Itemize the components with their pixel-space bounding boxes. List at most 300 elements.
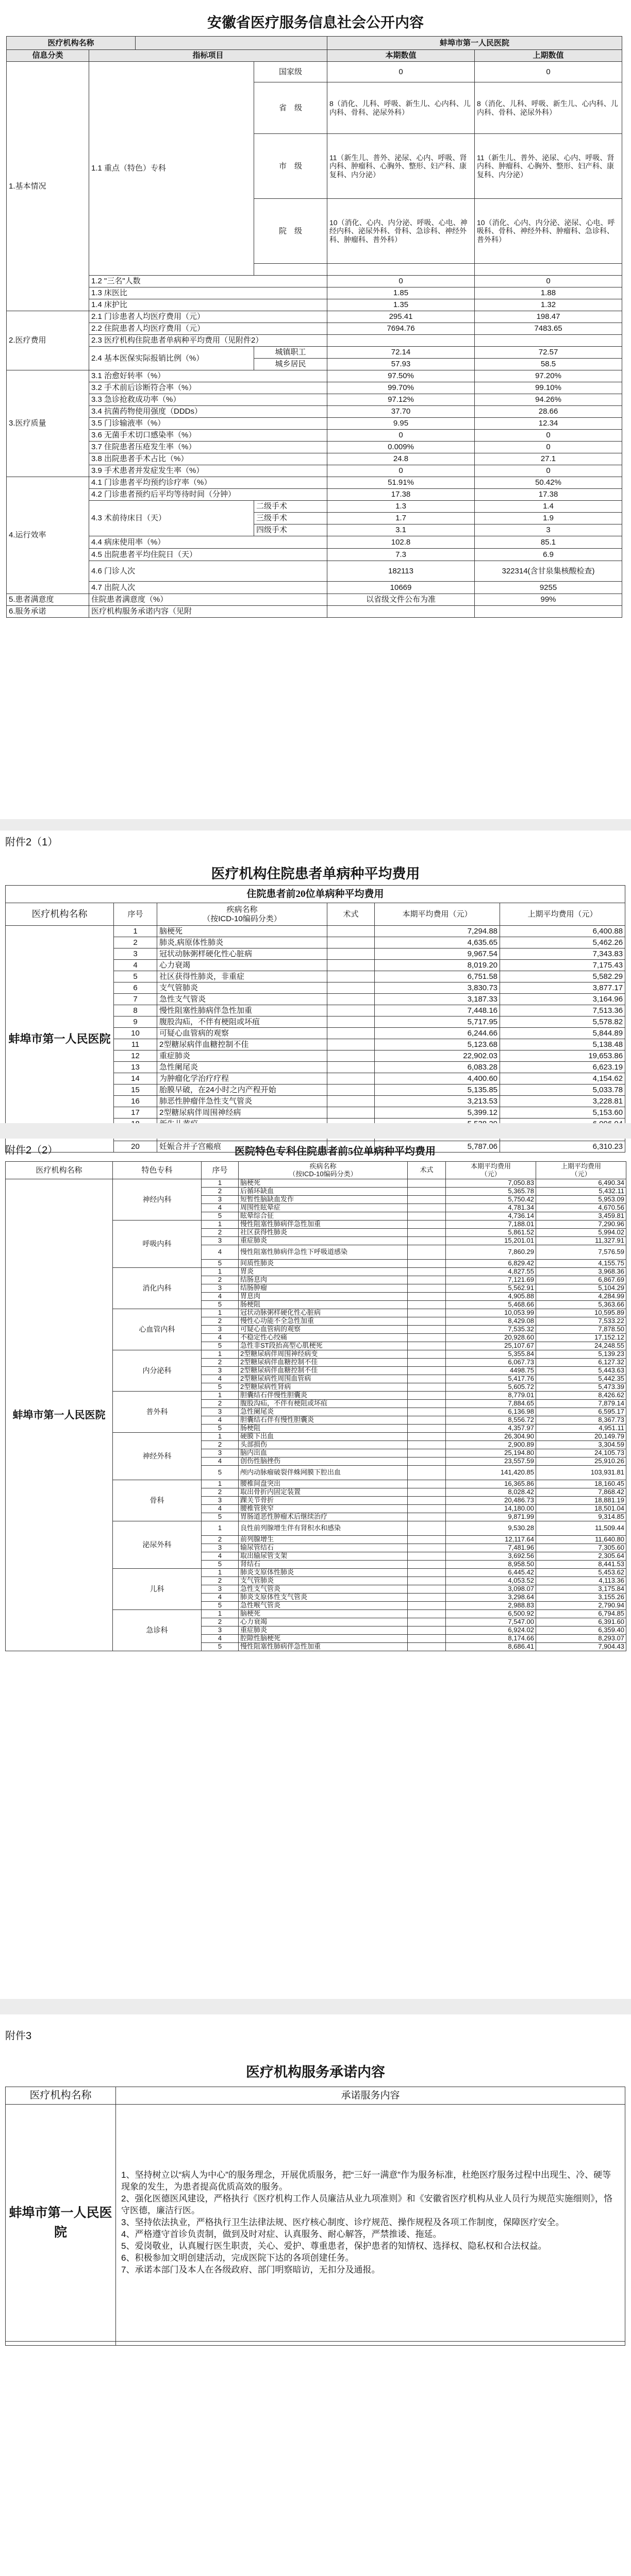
current-cost: 7,121.69 [446,1276,536,1284]
previous-cost: 5,582.29 [500,971,625,982]
item-label: 1.2 "三名"人数 [89,276,327,287]
disease-name: 良性前列腺增生伴有肾积水和感染 [239,1521,408,1536]
value-cell: 11（新生儿、普外、泌尿、心内、呼吸、肾内科、肿瘤科、心胸外、整形、妇产科、康复科、内分泌） [475,134,622,199]
surgery-level: 四级手术 [254,524,327,536]
item-label: 2.4 基本医保实际报销比例（%） [89,347,254,370]
attachment-label: 附件2（2） [5,1145,58,1156]
value-cell: 28.66 [475,406,622,418]
current-cost: 4,736.14 [446,1212,536,1221]
value-cell [475,335,622,347]
current-cost: 5,562.91 [446,1284,536,1293]
value-cell: 1.9 [475,513,622,524]
current-cost: 4,400.60 [375,1073,500,1084]
current-cost: 4,827.55 [446,1268,536,1276]
top20-disease-table [5,885,625,1153]
item-label: 2.1 门诊患者人均医疗费用（元） [89,311,327,323]
current-cost: 5,123.68 [375,1039,500,1050]
current-cost: 3,692.56 [446,1552,536,1561]
row-number: 3 [202,1408,239,1416]
current-cost: 5,605.72 [446,1383,536,1392]
category-satisfaction: 5.患者满意度 [7,594,89,606]
value-cell [327,335,475,347]
previous-cost: 5,443.63 [536,1367,626,1375]
row-number: 4 [202,1635,239,1643]
value-cell: 1.85 [327,287,475,299]
disease-name: 慢性阻塞性肺病伴急性加重 [239,1221,408,1229]
disease-name: 为肿瘤化学治疗疗程 [157,1073,327,1084]
row-number: 4 [202,1416,239,1425]
row-number: 2 [202,1188,239,1196]
value-cell: 0 [475,465,622,477]
current-cost: 16,365.86 [446,1480,536,1488]
row-number: 4 [202,1458,239,1466]
value-cell: 37.70 [327,406,475,418]
org-name: 蚌埠市第一人民医院 [6,2105,116,2342]
commitment-table [5,2087,625,2346]
org-name-header: 医疗机构名称 [6,903,114,926]
value-cell: 9255 [475,582,622,594]
page-separator [0,819,631,831]
disease-name: 结肠息肉 [239,1276,408,1284]
previous-cost: 7,290.96 [536,1221,626,1229]
current-value-header: 本期数值 [327,50,475,62]
row-number: 2 [202,1400,239,1408]
previous-cost: 8,293.07 [536,1635,626,1643]
value-cell: 295.41 [327,311,475,323]
disease-name: 腹股沟疝，不伴有梗阻或坏疽 [239,1400,408,1408]
current-cost: 8,174.66 [446,1635,536,1643]
disease-name: 胃肠道恶性肿瘤术后继续治疗 [239,1513,408,1521]
item-label: 3.7 住院患者压疮发生率（%） [89,442,327,453]
row-number: 2 [202,1488,239,1497]
page-separator [0,1123,631,1139]
value-cell: 0 [475,430,622,442]
value-cell: 1.35 [327,299,475,311]
current-cost: 4,053.52 [446,1577,536,1585]
previous-cost: 5,139.23 [536,1350,626,1359]
disease-name: 输尿管结石 [239,1544,408,1552]
disease-name: 支气管肺炎 [239,1577,408,1585]
org-name: 蚌埠市第一人民医院 [6,926,114,1153]
previous-cost: 24,248.55 [536,1342,626,1350]
value-cell: 1.4 [475,501,622,513]
item-label: 医疗机构服务承诺内容（见附 [89,606,327,618]
specialty-name: 心血管内科 [113,1309,202,1350]
disease-name: 妊娠合并子宫瘢痕 [157,1141,327,1153]
disease-name: 肺恶性肿瘤伴急性支气管炎 [157,1096,327,1107]
disease-name: 短暂性脑缺血发作 [239,1196,408,1204]
disease-name: 支气管肺炎 [157,982,327,994]
previous-cost: 5,578.82 [500,1016,625,1028]
row-number: 1 [202,1268,239,1276]
disease-name: 急性喉气管炎 [239,1602,408,1610]
previous-cost: 3,304.59 [536,1441,626,1449]
value-cell: 0 [327,430,475,442]
row-number: 5 [114,971,157,982]
specialty-name: 消化内科 [113,1268,202,1309]
disease-name: 慢性阻塞性肺病伴急性加重 [157,1005,327,1016]
current-cost: 3,098.07 [446,1585,536,1594]
item-label: 3.9 手术患者并发症发生率（%） [89,465,327,477]
row-number: 8 [114,1005,157,1016]
current-cost: 4498.75 [446,1367,536,1375]
value-cell: 1.7 [327,513,475,524]
item-label: 4.5 出院患者平均住院日（天） [89,549,327,561]
org-name-header: 医疗机构名称 [6,1162,113,1179]
current-cost: 15,201.01 [446,1237,536,1245]
level-hospital: 院 级 [254,199,327,264]
previous-cost: 17,152.12 [536,1334,626,1342]
current-cost: 5,399.12 [375,1107,500,1118]
row-number: 2 [202,1618,239,1626]
attachment-label: 附件2（1） [5,837,58,848]
row-number: 1 [202,1521,239,1536]
previous-cost: 20,149.79 [536,1433,626,1441]
row-number: 4 [202,1552,239,1561]
previous-cost: 18,501.04 [536,1505,626,1513]
value-cell: 7694.76 [327,323,475,335]
current-cost: 6,500.92 [446,1610,536,1618]
current-cost: 6,924.02 [446,1626,536,1635]
row-number: 2 [202,1229,239,1237]
current-cost: 8,556.72 [446,1416,536,1425]
specialty-name: 普外科 [113,1392,202,1433]
previous-cost: 3,175.84 [536,1585,626,1594]
specialty-name: 骨科 [113,1480,202,1521]
page-separator [0,1999,631,2014]
disease-name: 脑梗死 [239,1610,408,1618]
row-number: 7 [114,994,157,1005]
disease-name: 脑内出血 [239,1449,408,1458]
row-number: 5 [202,1383,239,1392]
current-cost: 8,958.50 [446,1561,536,1569]
current-cost: 3,187.33 [375,994,500,1005]
category-quality: 3.医疗质量 [7,370,89,477]
value-cell: 57.93 [327,359,475,370]
current-cost: 7,188.01 [446,1221,536,1229]
row-number: 4 [202,1375,239,1383]
previous-cost: 11,640.80 [536,1536,626,1544]
disease-name: 取出骨折内固定装置 [239,1488,408,1497]
previous-cost: 8,441.53 [536,1561,626,1569]
value-cell: 1.32 [475,299,622,311]
row-number: 1 [202,1179,239,1188]
current-cost: 7,448.16 [375,1005,500,1016]
previous-cost: 7,175.43 [500,960,625,971]
value-cell: 1.88 [475,287,622,299]
value-cell: 0 [327,62,475,82]
previous-cost: 6,490.34 [536,1179,626,1188]
previous-cost: 3,459.81 [536,1212,626,1221]
item-label: 住院患者满意度（%） [89,594,327,606]
row-number: 1 [202,1610,239,1618]
item-label: 2.2 住院患者人均医疗费用（元） [89,323,327,335]
row-number: 3 [202,1449,239,1458]
org-name: 蚌埠市第一人民医院 [327,37,622,50]
surgery-header: 术式 [408,1162,446,1179]
disease-name: 冠状动脉粥样硬化性心脏病 [157,948,327,960]
current-cost: 5,750.42 [446,1196,536,1204]
row-number: 1 [114,926,157,937]
previous-cost: 7,878.50 [536,1326,626,1334]
disease-name: 慢性心功能不全急性加重 [239,1317,408,1326]
specialty-disease-cost-section [0,1139,631,1999]
surgery-level: 二级手术 [254,501,327,513]
disease-name: 心力衰竭 [157,960,327,971]
previous-cost: 7,904.43 [536,1643,626,1651]
row-number: 3 [202,1367,239,1375]
row-number: 4 [114,960,157,971]
value-cell: 72.57 [475,347,622,359]
current-cost: 8,686.41 [446,1643,536,1651]
row-number: 4 [202,1245,239,1260]
row-number: 3 [202,1497,239,1505]
specialty-name: 神经外科 [113,1433,202,1480]
disease-name: 腰椎间盘突出 [239,1480,408,1488]
disease-name: 胆囊结石伴有慢性胆囊炎 [239,1416,408,1425]
previous-cost: 7,343.83 [500,948,625,960]
previous-cost: 4,951.11 [536,1425,626,1433]
previous-cost: 6,595.17 [536,1408,626,1416]
category-basic: 1.基本情况 [7,62,89,311]
row-number: 17 [114,1107,157,1118]
current-cost: 5,717.95 [375,1016,500,1028]
previous-cost: 6,391.60 [536,1618,626,1626]
previous-cost: 5,953.09 [536,1196,626,1204]
previous-cost: 3,877.17 [500,982,625,994]
current-cost: 7,294.88 [375,926,500,937]
row-number: 3 [202,1544,239,1552]
current-cost: 9,871.99 [446,1513,536,1521]
current-cost: 4,357.97 [446,1425,536,1433]
section-title: 医疗机构住院患者单病种平均费用 [211,866,420,882]
current-cost: 6,244.66 [375,1028,500,1039]
previous-cost: 5,844.89 [500,1028,625,1039]
specialty-name: 内分泌科 [113,1350,202,1392]
value-cell: 0 [475,276,622,287]
value-cell: 12.34 [475,418,622,430]
service-commitment-section [0,2014,631,2576]
disease-name: 肺炎支原体性肺炎 [239,1569,408,1577]
value-cell: 0 [327,276,475,287]
current-cost: 9,530.28 [446,1521,536,1536]
previous-cost: 5,462.26 [500,937,625,948]
category-efficiency: 4.运行效率 [7,477,89,594]
value-cell: 以省级文件公布为准 [327,594,475,606]
disease-name: 肠梗阻 [239,1425,408,1433]
item-label: 3.1 治愈好转率（%） [89,370,327,382]
current-cost: 22,902.03 [375,1050,500,1062]
row-number: 2 [202,1359,239,1367]
previous-cost: 24,105.73 [536,1449,626,1458]
disease-name: 2型糖尿病伴血糖控制不佳 [157,1039,327,1050]
value-cell: 99.10% [475,382,622,394]
current-cost: 5,861.52 [446,1229,536,1237]
previous-cost: 6,400.88 [500,926,625,937]
value-cell: 10669 [327,582,475,594]
previous-cost: 3,155.26 [536,1594,626,1602]
value-cell: 27.1 [475,453,622,465]
item-label: 3.5 门诊输液率（%） [89,418,327,430]
disease-name: 冠状动脉粥样硬化性心脏病 [239,1309,408,1317]
value-cell: 50.42% [475,477,622,489]
row-number: 1 [202,1309,239,1317]
disease-name: 脑梗死 [239,1179,408,1188]
number-header: 序号 [202,1162,239,1179]
current-cost-header: 本期平均费用 （元） [446,1162,536,1179]
current-cost: 7,547.00 [446,1618,536,1626]
previous-cost: 6,127.32 [536,1359,626,1367]
previous-cost: 7,868.42 [536,1488,626,1497]
item-label: 4.3 术前待床日（天） [89,501,254,536]
current-cost: 3,213.53 [375,1096,500,1107]
row-number: 4 [202,1594,239,1602]
current-cost: 5,417.76 [446,1375,536,1383]
current-cost: 4,635.65 [375,937,500,948]
value-cell: 0.009% [327,442,475,453]
previous-value-header: 上期数值 [475,50,622,62]
disease-name: 腰椎管狭窄 [239,1505,408,1513]
value-cell: 1.3 [327,501,475,513]
disease-name: 心力衰竭 [239,1618,408,1626]
previous-cost: 11,327.91 [536,1237,626,1245]
value-cell: 17.38 [475,489,622,501]
row-number: 5 [202,1561,239,1569]
current-cost: 23,557.59 [446,1458,536,1466]
category-fee: 2.医疗费用 [7,311,89,370]
disease-name: 头部损伤 [239,1441,408,1449]
disclosure-table [6,36,622,618]
section-title: 医院特色专科住院患者前5位单病种平均费用 [235,1146,436,1157]
current-cost: 6,829.42 [446,1260,536,1268]
row-number: 2 [202,1577,239,1585]
previous-cost: 6,623.19 [500,1062,625,1073]
row-number: 4 [202,1204,239,1212]
value-cell: 17.38 [327,489,475,501]
value-cell: 198.47 [475,311,622,323]
row-number: 5 [202,1260,239,1268]
disease-name: 重症肺炎 [157,1050,327,1062]
row-number: 1 [202,1480,239,1488]
item-label: 3.6 无菌手术切口感染率（%） [89,430,327,442]
row-number: 2 [202,1536,239,1544]
disease-name: 结肠肿瘤 [239,1284,408,1293]
row-number: 5 [202,1425,239,1433]
item-label: 2.3 医疗机构住院患者单病种平均费用（见附件2） [89,335,327,347]
disease-name: 肺炎,病原体性肺炎 [157,937,327,948]
previous-cost: 6,867.69 [536,1276,626,1284]
current-cost: 3,830.73 [375,982,500,994]
disease-name: 硬膜下出血 [239,1433,408,1441]
value-cell: 3 [475,524,622,536]
previous-cost: 4,670.56 [536,1204,626,1212]
current-cost: 10,053.99 [446,1309,536,1317]
specialty-disease-table [5,1161,626,1651]
table-row [6,1179,626,1188]
disease-name: 可疑心血管病的观察 [239,1326,408,1334]
surgery-level: 三级手术 [254,513,327,524]
item-label: 1.4 床护比 [89,299,327,311]
org-name-header: 医疗机构名称 [6,2087,116,2105]
value-cell: 3.1 [327,524,475,536]
row-number: 2 [202,1276,239,1284]
insurance-resident: 城乡居民 [254,359,327,370]
current-cost: 8,779.01 [446,1392,536,1400]
level-national: 国家级 [254,62,327,82]
page-title: 安徽省医疗服务信息社会公开内容 [207,15,424,31]
specialty-header: 特色专科 [113,1162,202,1179]
item-label: 4.1 门诊患者平均预约诊疗率（%） [89,477,327,489]
disease-name: 2型糖尿病伴血糖控制不佳 [239,1359,408,1367]
row-number: 5 [202,1301,239,1309]
disease-name: 创伤性脑挫伤 [239,1458,408,1466]
previous-cost: 8,367.73 [536,1416,626,1425]
disease-name: 周围性眩晕症 [239,1204,408,1212]
value-cell: 58.5 [475,359,622,370]
value-cell: 7.3 [327,549,475,561]
current-cost: 7,050.83 [446,1179,536,1188]
item-label: 4.6 门诊人次 [89,561,327,582]
key-specialty-item: 1.1 重点（特色）专科 [89,62,254,276]
previous-cost: 3,968.36 [536,1268,626,1276]
category-header: 信息分类 [7,50,89,62]
disease-name: 2型糖尿病性肾病 [239,1383,408,1392]
value-cell: 8（消化、儿科、呼吸、新生儿、心内科、儿内科、骨科、泌尿外科） [475,82,622,134]
previous-cost: 10,595.89 [536,1309,626,1317]
disease-name: 可疑心血管病的观察 [157,1028,327,1039]
current-cost: 14,180.00 [446,1505,536,1513]
current-cost: 5,787.06 [375,1141,500,1153]
content-header: 承诺服务内容 [116,2087,625,2105]
previous-cost: 5,104.29 [536,1284,626,1293]
disease-name: 胃息肉 [239,1293,408,1301]
org-name: 蚌埠市第一人民医院 [6,1179,113,1651]
row-number: 3 [202,1585,239,1594]
previous-cost: 19,653.86 [500,1050,625,1062]
row-number: 2 [202,1317,239,1326]
previous-cost: 7,533.22 [536,1317,626,1326]
disease-header: 疾病名称 （按ICD-10编码分类） [157,903,327,926]
value-cell: 102.8 [327,536,475,549]
current-cost: 8,019.20 [375,960,500,971]
item-label: 3.2 手术前后诊断符合率（%） [89,382,327,394]
previous-cost: 5,432.11 [536,1188,626,1196]
value-cell: 6.9 [475,549,622,561]
disease-name: 后循环缺血 [239,1188,408,1196]
value-cell: 85.1 [475,536,622,549]
previous-cost: 4,154.62 [500,1073,625,1084]
number-header: 序号 [114,903,157,926]
disease-name: 肠梗阻 [239,1301,408,1309]
row-number: 15 [114,1084,157,1096]
row-number: 9 [114,1016,157,1028]
value-cell: 51.91% [327,477,475,489]
table-row [6,926,625,937]
current-cost: 4,905.88 [446,1293,536,1301]
surgery-header: 术式 [327,903,375,926]
previous-cost: 18,160.45 [536,1480,626,1488]
row-number: 5 [202,1212,239,1221]
current-cost: 5,468.66 [446,1301,536,1309]
row-number: 5 [202,1513,239,1521]
current-cost: 5,365.78 [446,1188,536,1196]
disease-name: 2型糖尿病伴周围神经病变 [239,1350,408,1359]
row-number: 1 [202,1569,239,1577]
current-cost-header: 本期平均费用（元） [375,903,500,926]
current-cost: 8,429.08 [446,1317,536,1326]
previous-cost: 5,363.66 [536,1301,626,1309]
previous-cost: 25,910.26 [536,1458,626,1466]
